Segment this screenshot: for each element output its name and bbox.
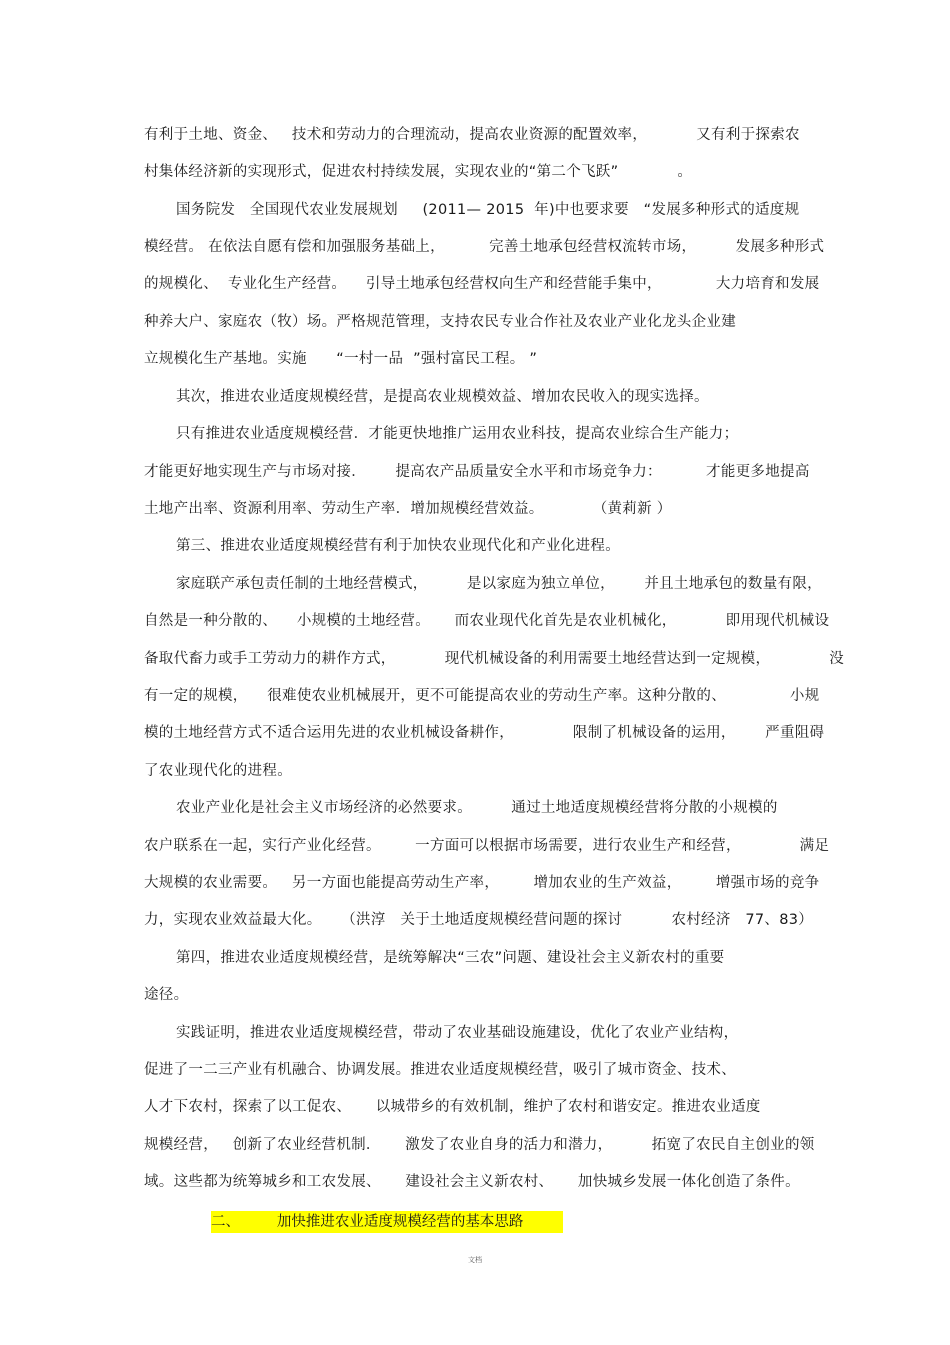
text-line: 促进了一二三产业有机融合、协调发展。推进农业适度规模经营，吸引了城市资金、技术、 bbox=[144, 1062, 736, 1078]
text-line: 种养大户、家庭农（牧）场。严格规范管理，支持农民专业合作社及农业产业化龙头企业建 bbox=[144, 314, 736, 330]
text-line: 土地产出率、资源利用率、劳动生产率．增加规模经营效益。 （黄莉新 ） bbox=[144, 501, 672, 517]
text-line: 只有推进农业适度规模经营．才能更快地推广运用农业科技，提高农业综合生产能力； bbox=[176, 426, 739, 442]
text-line: 村集体经济新的实现形式，促进农村持续发展，实现农业的“第二个飞跃” 。 bbox=[144, 164, 693, 180]
page-footer: 文档 bbox=[468, 1256, 482, 1264]
text-line: 国务院发 全国现代农业发展规划 (2011— 2015 年)中也要求要 “发展多种形式的适度规 bbox=[176, 202, 800, 218]
text-line: 了农业现代化的进程。 bbox=[144, 763, 292, 779]
text-line: 才能更好地实现生产与市场对接． 提高农产品质量安全水平和市场竞争力： 才能更多地提高 bbox=[144, 464, 810, 480]
text-line: 家庭联产承包责任制的土地经营模式， 是以家庭为独立单位， 并且土地承包的数量有限， bbox=[176, 576, 822, 592]
text-line: 途径。 bbox=[144, 987, 189, 1003]
text-line: 模经营。 在依法自愿有偿和加强服务基础上， 完善土地承包经营权流转市场， 发展多种形式 bbox=[144, 239, 825, 255]
text-line: 力，实现农业效益最大化。 （洪淳 关于土地适度规模经营问题的探讨 农村经济 77、83） bbox=[144, 912, 814, 928]
text-line: 其次，推进农业适度规模经营，是提高农业规模效益、增加农民收入的现实选择。 bbox=[176, 389, 709, 405]
text-line: 人才下农村，探索了以工促农、 以城带乡的有效机制，维护了农村和谐安定。推进农业适度 bbox=[144, 1099, 761, 1115]
text-line: 立规模化生产基地。实施 “一村一品 ”强村富民工程。 ” bbox=[144, 351, 538, 367]
text-line: 的规模化、 专业化生产经营。 引导土地承包经营权向生产和经营能手集中， 大力培育和发展 bbox=[144, 276, 820, 292]
section-heading: 二、 加快推进农业适度规模经营的基本思路 bbox=[211, 1211, 563, 1233]
text-line: 有一定的规模， 很难使农业机械展开，更不可能提高农业的劳动生产率。这种分散的、 小规 bbox=[144, 688, 820, 704]
text-line: 规模经营， 创新了农业经营机制． 激发了农业自身的活力和潜力， 拓宽了农民自主创业的领 bbox=[144, 1137, 815, 1153]
text-line: 农户联系在一起，实行产业化经营。 一方面可以根据市场需要，进行农业生产和经营， 满足 bbox=[144, 838, 830, 854]
text-line: 自然是一种分散的、 小规模的土地经营。 而农业现代化首先是农业机械化， 即用现代机械设 bbox=[144, 613, 830, 629]
text-line: 模的土地经营方式不适合运用先进的农业机械设备耕作， 限制了机械设备的运用， 严重阻碍 bbox=[144, 725, 825, 741]
text-line: 第四，推进农业适度规模经营，是统筹解决“三农”问题、建设社会主义新农村的重要 bbox=[176, 950, 725, 966]
text-line: 有利于土地、资金、 技术和劳动力的合理流动，提高农业资源的配置效率， 又有利于探索农 bbox=[144, 127, 800, 143]
text-line: 大规模的农业需要。 另一方面也能提高劳动生产率， 增加农业的生产效益， 增强市场的竞争 bbox=[144, 875, 820, 891]
text-line: 农业产业化是社会主义市场经济的必然要求。 通过土地适度规模经营将分散的小规模的 bbox=[176, 800, 778, 816]
text-line: 第三、推进农业适度规模经营有利于加快农业现代化和产业化进程。 bbox=[176, 538, 620, 554]
text-line: 实践证明，推进农业适度规模经营，带动了农业基础设施建设，优化了农业产业结构， bbox=[176, 1025, 739, 1041]
text-line: 域。这些都为统筹城乡和工农发展、 建设社会主义新农村、 加快城乡发展一体化创造了条件。 bbox=[144, 1174, 800, 1190]
text-line: 备取代畜力或手工劳动力的耕作方式， 现代机械设备的利用需要土地经营达到一定规模， 没 bbox=[144, 651, 844, 667]
